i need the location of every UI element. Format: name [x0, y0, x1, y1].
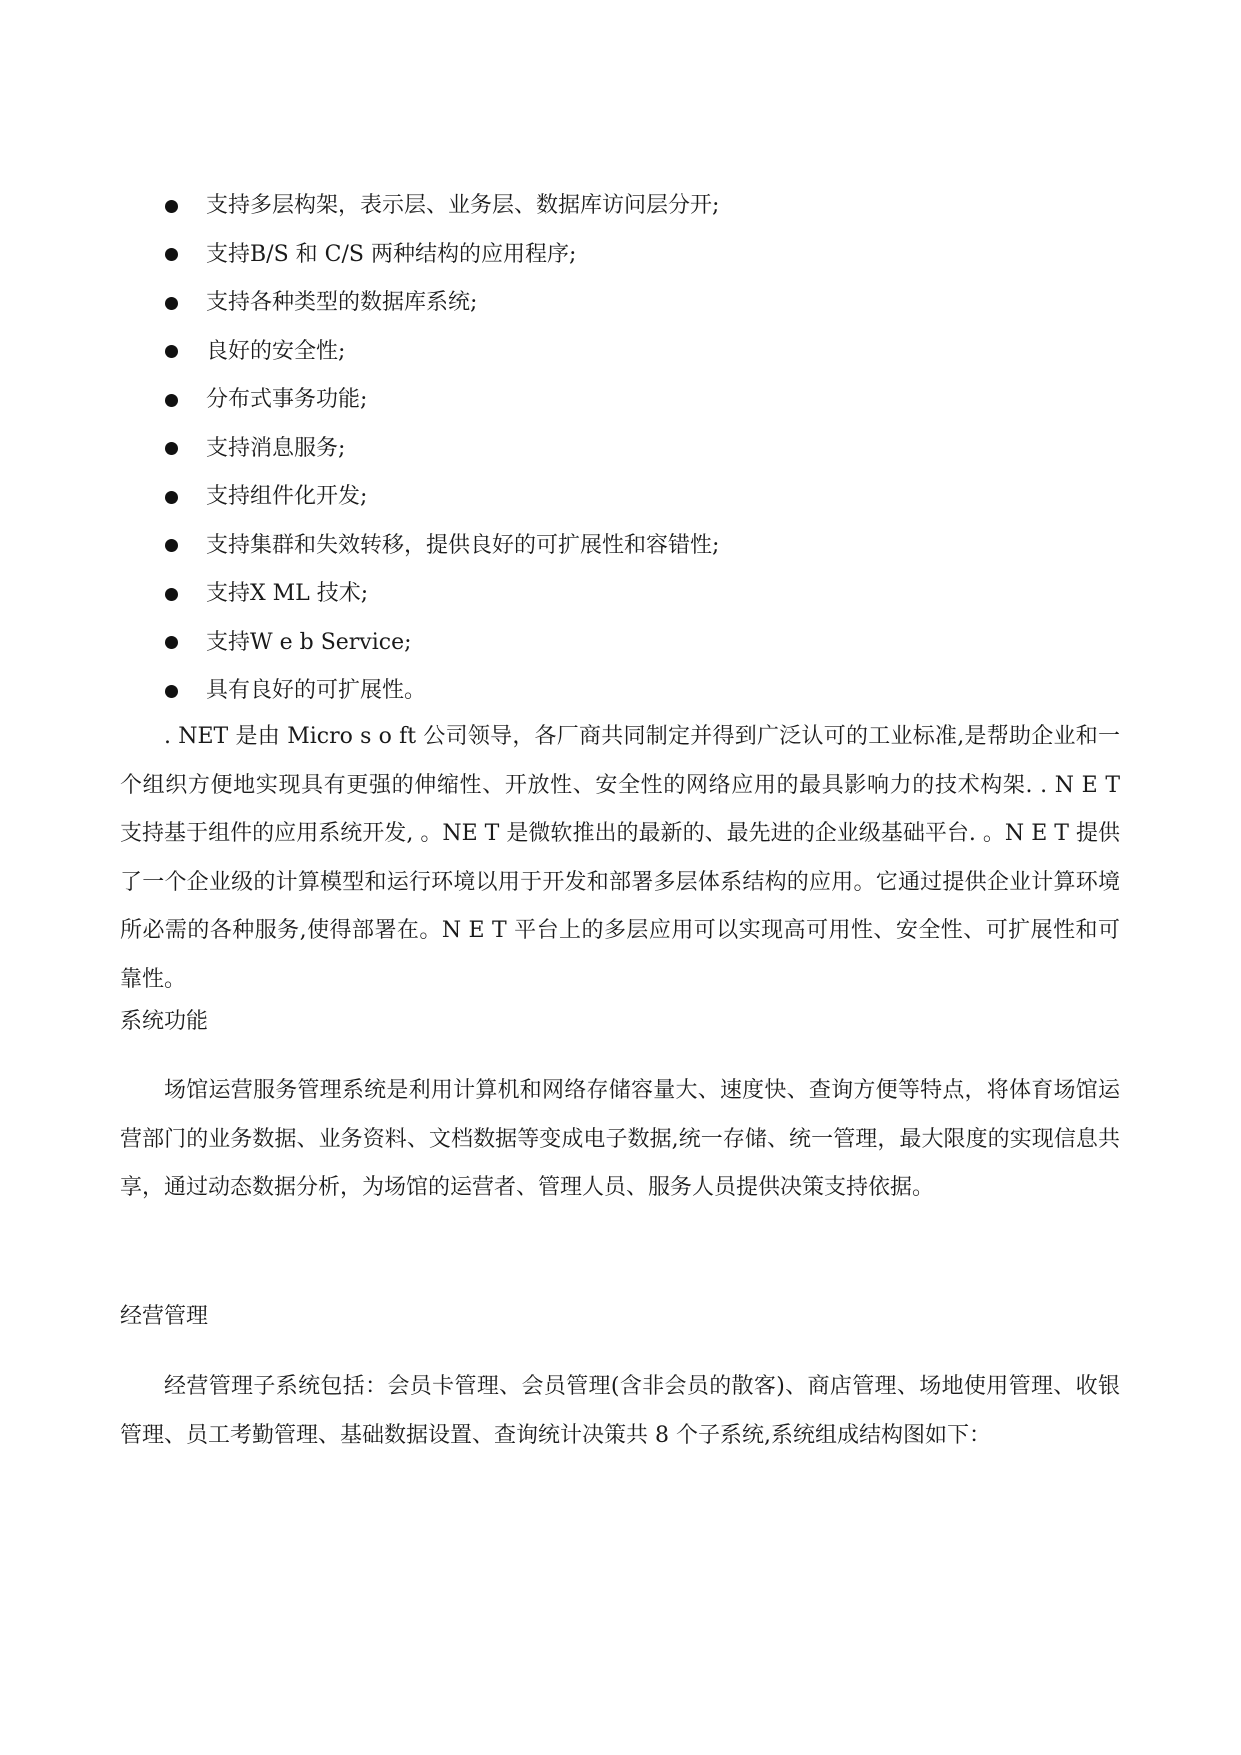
bullet-dot-icon — [165, 394, 178, 407]
list-item-text: 支持各种类型的数据库系统; — [206, 290, 478, 315]
bullet-dot-icon — [165, 442, 178, 455]
bullet-dot-icon — [165, 539, 178, 552]
business-management-paragraph: 经营管理子系统包括：会员卡管理、会员管理(含非会员的散客)、商店管理、场地使用管理、收银管理、员工考勤管理、基础数据设置、查询统计决策共 8 个子系统,系统组成结构图如下： — [120, 1374, 1120, 1448]
list-item-text: 分布式事务功能; — [206, 387, 368, 412]
bullet-dot-icon — [165, 248, 178, 261]
list-item — [165, 619, 719, 668]
system-function-paragraph: 场馆运营服务管理系统是利用计算机和网络存储容量大、速度快、查询方便等特点，将体育场馆运营部门的业务数据、业务资料、文档数据等变成电子数据,统一存储、统一管理，最大限度的实现信息共享，通过动态数据分析，为场馆的运营者、管理人员、服务人员提供决策支持依据。 — [120, 1078, 1120, 1200]
list-item-text: 支持组件化开发; — [206, 484, 368, 509]
list-item — [165, 231, 719, 280]
section-heading-business-management: 经营管理 — [120, 1304, 209, 1329]
list-item — [165, 473, 719, 522]
feature-bullet-list — [165, 182, 719, 716]
list-item — [165, 182, 719, 231]
list-item — [165, 279, 719, 328]
bullet-dot-icon — [165, 297, 178, 310]
list-item-text: 支持X ML 技术; — [206, 581, 369, 606]
list-item-text: 良好的安全性; — [206, 338, 346, 364]
section-heading-system-function: 系统功能 — [120, 1009, 209, 1034]
list-item — [165, 328, 719, 377]
net-paragraph: . NET 是由 Micro s o ft 公司领导，各厂商共同制定并得到广泛认可的工业标准,是帮助企业和一个组织方便地实现具有更强的伸缩性、开放性、安全性的网络应用的最具影响力的技术构架. . N E T 支持基于组件的应用系统开发, 。NE T 是微软推出的最新的、最先进的企业级基础平台. 。N E T 提供了一个企业级的计算模型和运行环境以用于开发和部署多层体系结构的应用。它通过提供企业计算环境所必需的各种服务,使得部署在。N E T 平台上的多层应用可以实现高可用性、安全性、可扩展性和可靠性。 — [120, 724, 1120, 992]
bullet-dot-icon — [165, 200, 178, 213]
list-item-text: 支持消息服务; — [206, 435, 346, 461]
bullet-dot-icon — [165, 685, 178, 698]
list-item-text: 具有良好的可扩展性。 — [206, 678, 427, 703]
list-item — [165, 425, 719, 474]
list-item-text: 支持多层构架，表示层、业务层、数据库访问层分开; — [206, 193, 720, 218]
list-item-text: 支持集群和失效转移，提供良好的可扩展性和容错性; — [206, 532, 720, 558]
list-item-text: 支持W e b Service; — [206, 629, 412, 655]
bullet-dot-icon — [165, 636, 178, 649]
list-item — [165, 522, 719, 571]
list-item — [165, 667, 719, 716]
bullet-dot-icon — [165, 588, 178, 601]
list-item — [165, 376, 719, 425]
bullet-dot-icon — [165, 491, 178, 504]
list-item — [165, 570, 719, 619]
list-item-text: 支持B/S 和 C/S 两种结构的应用程序; — [206, 241, 577, 267]
bullet-dot-icon — [165, 345, 178, 358]
